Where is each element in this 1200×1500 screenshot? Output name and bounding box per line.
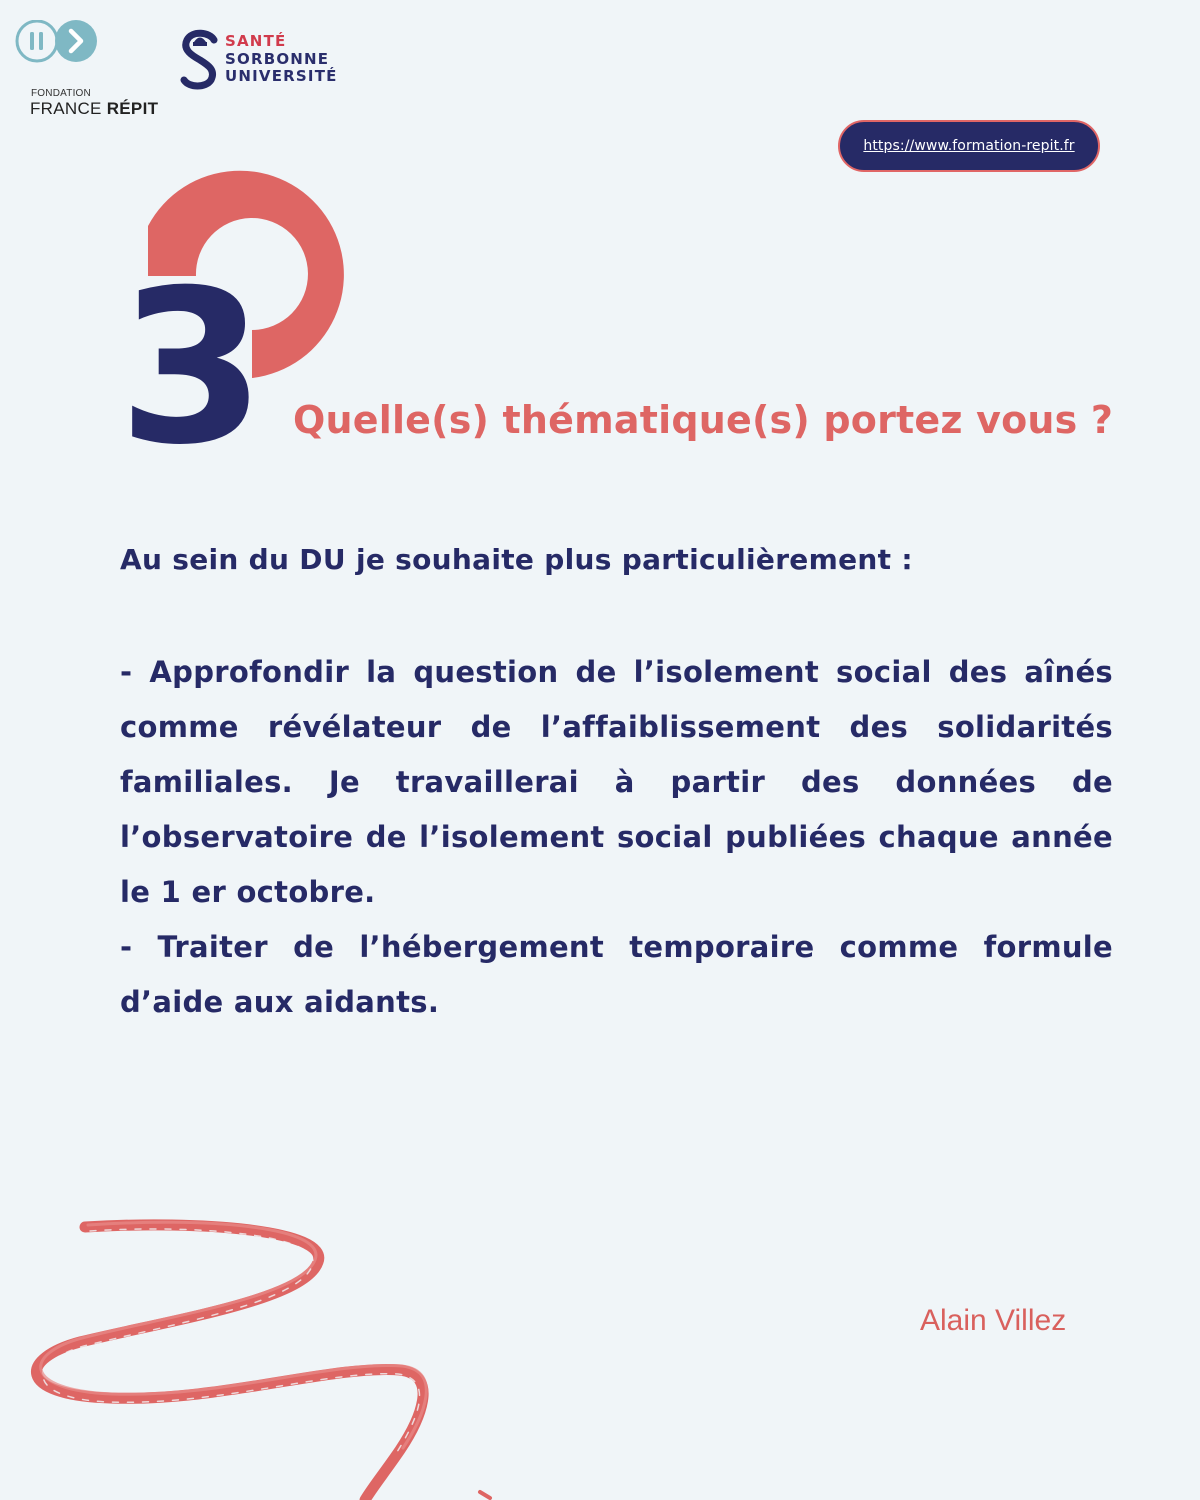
answer-body: [120, 645, 1113, 1030]
france-repit-logo: [14, 20, 164, 118]
website-link-label[interactable]: https://www.formation-repit.fr: [863, 138, 1075, 154]
sante-sorbonne-universite-logo: [180, 28, 340, 92]
author-name: Alain Villez: [920, 1304, 1067, 1337]
answer-intro: Au sein du DU je souhaite plus particulièrement :: [120, 543, 913, 576]
question-title: Quelle(s) thématique(s) portez vous ?: [293, 398, 1114, 442]
answer-paragraph: - Approfondir la question de l’isolement social des aînés comme révélateur de l’affaiblissement des solidarités familiales. Je travaillerai à partir des données de l’observatoire de l’isolement social publiées chaque année le 1 er octobre.: [120, 655, 1113, 909]
question-number: 3: [118, 244, 262, 491]
logo-universite-label: UNIVERSITÉ: [225, 67, 338, 85]
decorative-squiggle-icon: [0, 1190, 520, 1500]
answer-paragraph: - Traiter de l’hébergement temporaire comme formule d’aide aux aidants.: [120, 930, 1113, 1019]
logo-sorbonne-label: SORBONNE: [225, 50, 330, 68]
logo-foundation-name: FRANCE RÉPIT: [30, 99, 159, 118]
website-link-button[interactable]: [838, 120, 1100, 172]
logo-foundation-label: FONDATION: [31, 88, 91, 99]
logo-sante-label: SANTÉ: [225, 32, 287, 50]
pause-play-icon: [14, 20, 104, 70]
sorbonne-s-emblem-icon: [180, 28, 220, 92]
